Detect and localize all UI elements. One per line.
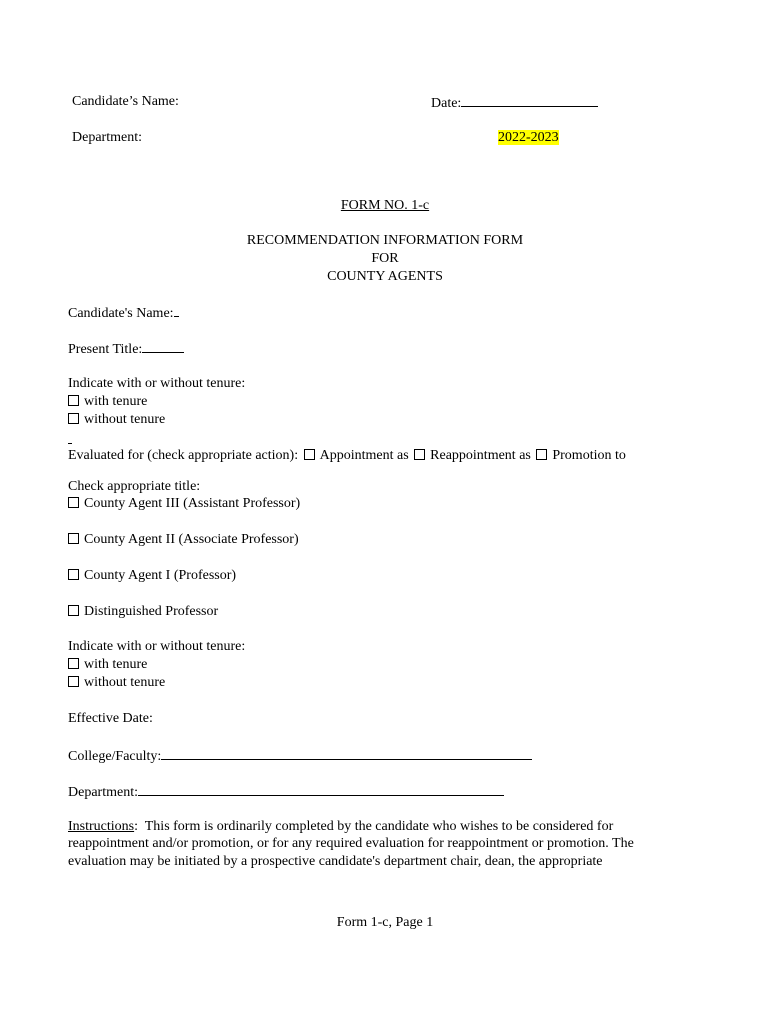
without-tenure-checkbox[interactable] [68,413,79,424]
instructions-line1 [68,818,613,836]
with-tenure-checkbox[interactable] [68,395,79,406]
tenure-block-1 [68,375,245,429]
candidate-name-row [68,303,179,323]
without-tenure-option-2[interactable] [68,674,245,692]
department-row [68,782,504,802]
department-label: Department: [68,785,138,800]
with-tenure-label: with tenure [84,394,148,409]
title-option-agent3[interactable] [68,495,300,513]
title-option-agent2[interactable] [68,531,299,549]
reappointment-label: Reappointment as [430,448,531,463]
agent2-label: County Agent II (Associate Professor) [84,532,299,547]
instructions-line2: reappointment and/or promotion, or for any required evaluation for reappointment or promotion. The [68,836,634,851]
without-tenure-checkbox-2[interactable] [68,676,79,687]
agent3-checkbox[interactable] [68,497,79,508]
page-footer: Form 1-c, Page 1 [336,915,434,930]
header-date-row [431,93,598,113]
college-field[interactable] [161,746,532,760]
distinguished-label: Distinguished Professor [84,604,219,619]
distinguished-checkbox[interactable] [68,605,79,616]
without-tenure-label-2: without tenure [84,675,166,690]
form-title-line2: FOR [371,251,399,266]
college-label: College/Faculty: [68,749,162,764]
without-tenure-option[interactable] [68,411,245,429]
with-tenure-option-2[interactable] [68,656,245,674]
form-number-text: FORM NO. 1-c [340,198,430,213]
header-department-label: Department: [72,130,142,145]
agent1-label: County Agent I (Professor) [84,568,237,583]
candidate-name-label: Candidate's Name: [68,306,174,321]
present-title-label: Present Title: [68,342,143,357]
candidate-name-field[interactable] [174,303,179,317]
effective-date-label: Effective Date: [68,711,153,726]
academic-year-highlight: 2022-2023 [498,130,559,145]
title-prompt: Check appropriate title: [68,479,201,494]
tenure-prompt-2: Indicate with or without tenure: [68,639,246,654]
instructions-label: Instructions [68,819,135,834]
evaluated-label: Evaluated for (check appropriate action): [68,448,299,463]
form-number [0,197,770,215]
header-date-label: Date: [431,96,462,111]
form-title-line1: RECOMMENDATION INFORMATION FORM [246,233,524,248]
college-row [68,746,532,766]
reappointment-checkbox[interactable] [414,449,425,460]
title-option-distinguished[interactable] [68,603,218,621]
title-option-agent1[interactable] [68,567,236,585]
tenure-block-2 [68,638,245,692]
with-tenure-checkbox-2[interactable] [68,658,79,669]
instructions-line3: evaluation may be initiated by a prospective candidate's department chair, dean, the appropriate [68,854,603,869]
evaluated-for-row [68,447,626,465]
with-tenure-label-2: with tenure [84,657,148,672]
instructions-text-1: : This form is ordinarily completed by the candidate who wishes to be considered for [134,819,614,834]
header-date-field[interactable] [461,93,598,107]
present-title-row [68,339,184,359]
academic-year [498,129,559,147]
agent3-label: County Agent III (Assistant Professor) [84,496,301,511]
form-title-line3: COUNTY AGENTS [327,269,443,284]
promotion-checkbox[interactable] [536,449,547,460]
agent2-checkbox[interactable] [68,533,79,544]
with-tenure-option[interactable] [68,393,245,411]
header-candidate-name-label: Candidate’s Name: [72,94,179,109]
promotion-label: Promotion to [552,448,626,463]
stray-underscore [68,429,72,444]
appointment-label: Appointment as [319,448,409,463]
agent1-checkbox[interactable] [68,569,79,580]
present-title-field[interactable] [142,339,184,353]
appointment-checkbox[interactable] [304,449,315,460]
without-tenure-label: without tenure [84,412,166,427]
department-field[interactable] [138,782,504,796]
tenure-prompt: Indicate with or without tenure: [68,376,246,391]
